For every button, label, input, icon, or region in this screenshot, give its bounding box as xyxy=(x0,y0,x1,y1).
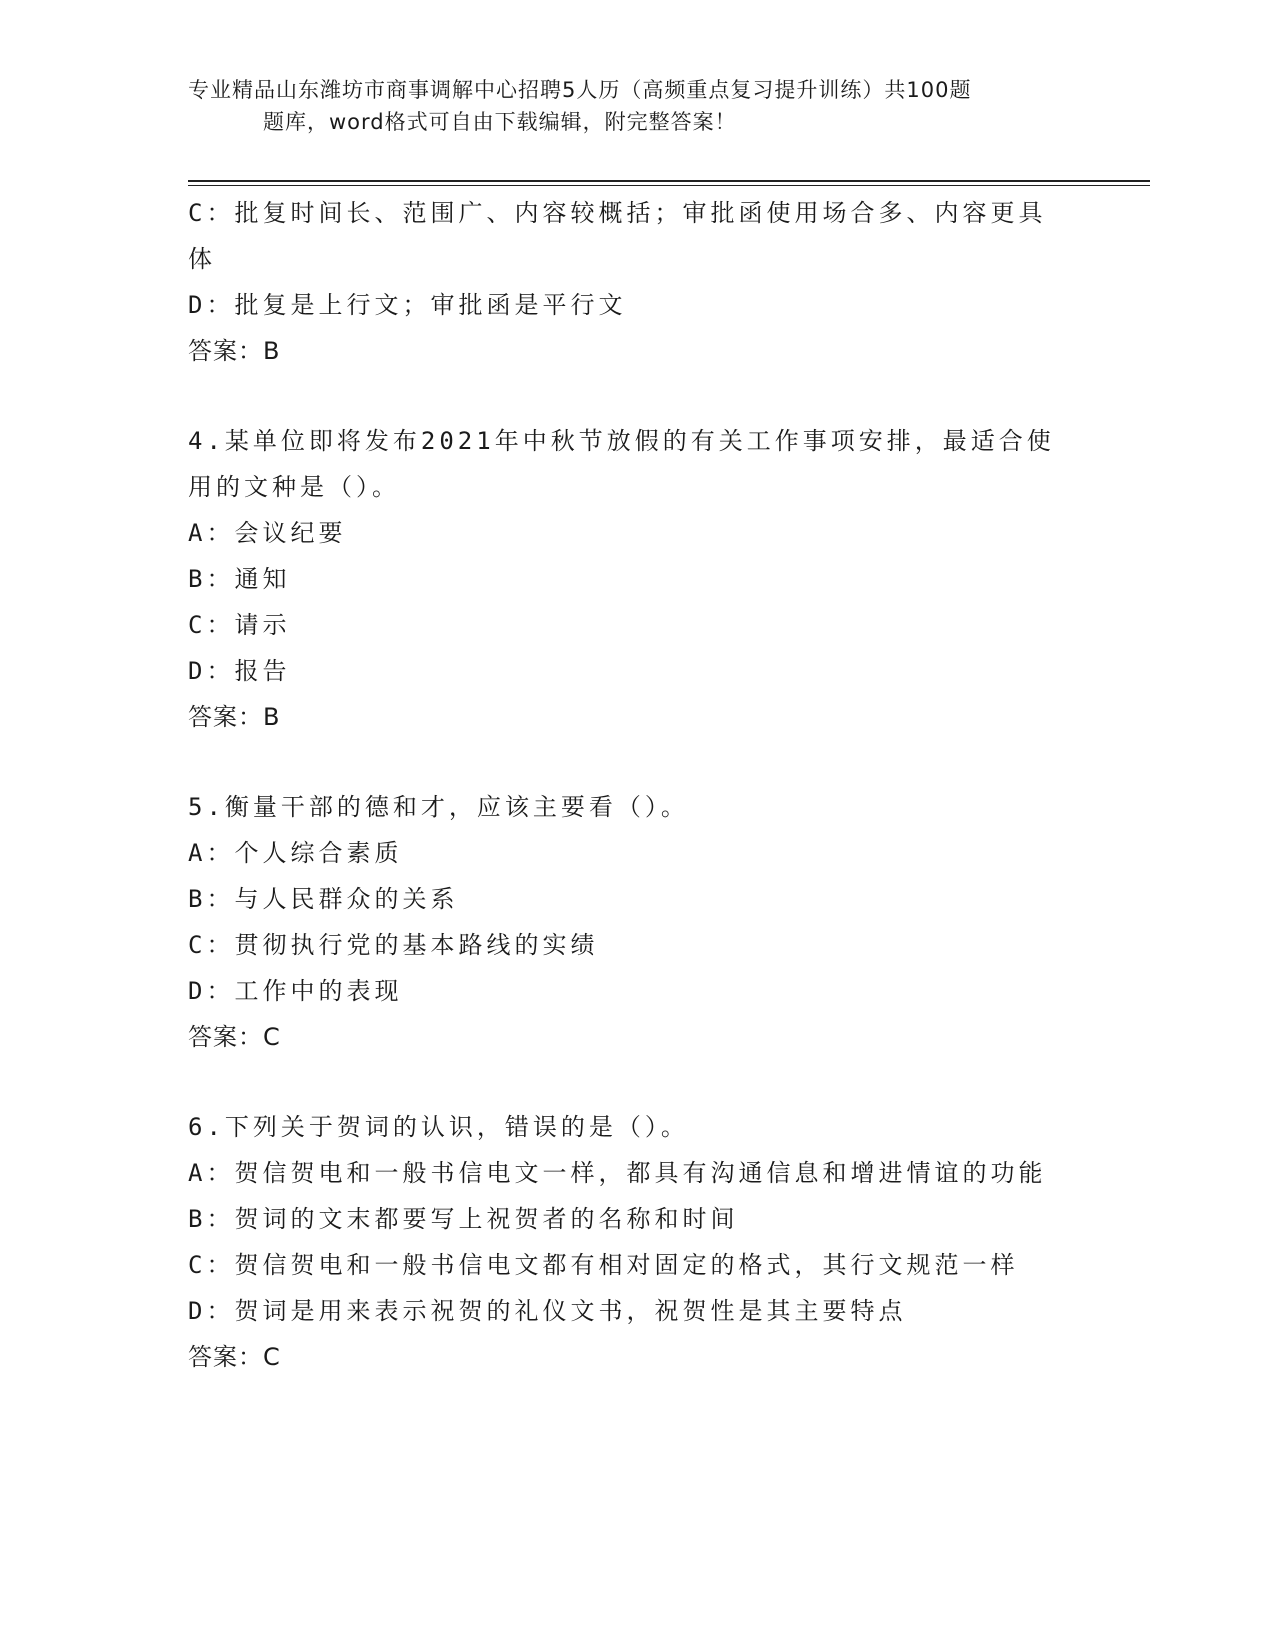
spacer xyxy=(188,1060,1088,1104)
header-rule-thin xyxy=(188,185,1150,186)
header-title-line1: 专业精品山东潍坊市商事调解中心招聘5人历（高频重点复习提升训练）共100题 xyxy=(188,78,972,102)
q6-stem: 6.下列关于贺词的认识，错误的是（）。 xyxy=(188,1113,689,1141)
q5-option-b: B：与人民群众的关系 xyxy=(188,885,459,913)
question-3 xyxy=(188,190,1088,374)
q4-stem-line1: 4.某单位即将发布2021年中秋节放假的有关工作事项安排，最适合使 xyxy=(188,427,1055,455)
q6-option-c: C：贺信贺电和一般书信电文都有相对固定的格式，其行文规范一样 xyxy=(188,1251,1019,1279)
q3-option-c-line2: 体 xyxy=(188,245,216,273)
q5-option-a: A：个人综合素质 xyxy=(188,839,403,867)
q4-option-b: B：通知 xyxy=(188,565,291,593)
q3-option-c-line1: C：批复时间长、范围广、内容较概括；审批函使用场合多、内容更具 xyxy=(188,199,1047,227)
q5-answer: 答案：C xyxy=(188,1023,281,1051)
header-title-line2: 题库，word格式可自由下载编辑，附完整答案！ xyxy=(263,110,737,134)
q4-option-c: C：请示 xyxy=(188,611,291,639)
q6-option-b: B：贺词的文末都要写上祝贺者的名称和时间 xyxy=(188,1205,739,1233)
q4-stem-line2: 用的文种是（）。 xyxy=(188,473,400,501)
question-4 xyxy=(188,418,1088,740)
q3-answer: 答案：B xyxy=(188,337,281,365)
q4-answer: 答案：B xyxy=(188,703,281,731)
q3-option-d: D：批复是上行文；审批函是平行文 xyxy=(188,291,627,319)
q4-option-a: A：会议纪要 xyxy=(188,519,347,547)
q5-option-c: C：贯彻执行党的基本路线的实绩 xyxy=(188,931,599,959)
q5-stem: 5.衡量干部的德和才，应该主要看（）。 xyxy=(188,793,689,821)
header-rule-thick xyxy=(188,180,1150,182)
spacer xyxy=(188,740,1088,784)
document-header xyxy=(188,74,1088,138)
question-content xyxy=(188,190,1088,1380)
spacer xyxy=(188,374,1088,418)
q4-option-d: D：报告 xyxy=(188,657,291,685)
question-5 xyxy=(188,784,1088,1060)
q6-option-a: A：贺信贺电和一般书信电文一样，都具有沟通信息和增进情谊的功能 xyxy=(188,1159,1047,1187)
q5-option-d: D：工作中的表现 xyxy=(188,977,403,1005)
question-6 xyxy=(188,1104,1088,1380)
q6-answer: 答案：C xyxy=(188,1343,281,1371)
q6-option-d: D：贺词是用来表示祝贺的礼仪文书，祝贺性是其主要特点 xyxy=(188,1297,907,1325)
